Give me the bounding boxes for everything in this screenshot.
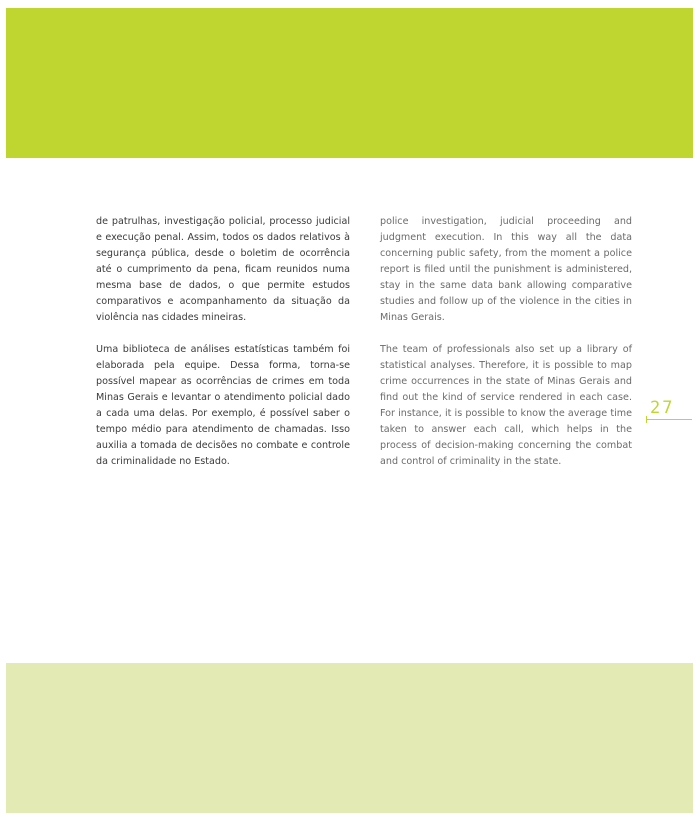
page-number-rule bbox=[646, 419, 692, 420]
right-paragraph-2: The team of professionals also set up a library of statistical analyses. Therefore, it is possible to map crime occurrences in the state of Minas Gerais and find out the kind of service rendered in each case. For instance, it is possible to know the average time taken to answer each call, which helps in the process of decision-making concerning the combat and control of criminality in the state. bbox=[380, 344, 632, 467]
page-number-tick bbox=[646, 416, 647, 423]
bottom-color-band bbox=[6, 663, 693, 813]
portuguese-text-column bbox=[96, 214, 350, 486]
left-paragraph-2: Uma biblioteca de análises estatísticas também foi elaborada pela equipe. Dessa forma, torna-se possível mapear as ocorrências de crimes em toda Minas Gerais e levantar o atendimento policial dado a cada uma delas. Por exemplo, é possível saber o tempo médio para atendimento de chamadas. Isso auxilia a tomada de decisões no combate e controle da criminalidade no Estado. bbox=[96, 344, 350, 467]
english-text-column bbox=[380, 214, 632, 486]
page-number-marker bbox=[646, 398, 692, 424]
right-paragraph-1: police investigation, judicial proceeding and judgment execution. In this way all the data concerning public safety, from the moment a police report is filed until the punishment is administered, stay in the same data bank allowing comparative studies and follow up of the violence in the cities in Minas Gerais. bbox=[380, 216, 632, 323]
page-number: 27 bbox=[650, 398, 675, 418]
left-paragraph-1: de patrulhas, investigação policial, processo judicial e execução penal. Assim, todos os dados relativos à segurança pública, desde o boletim de ocorrência até o cumprimento da pena, ficam reunidos numa mesma base de dados, o que permite estudos comparativos e acompanhamento da situação da violência nas cidades mineiras. bbox=[96, 216, 350, 323]
top-color-band bbox=[6, 8, 693, 158]
